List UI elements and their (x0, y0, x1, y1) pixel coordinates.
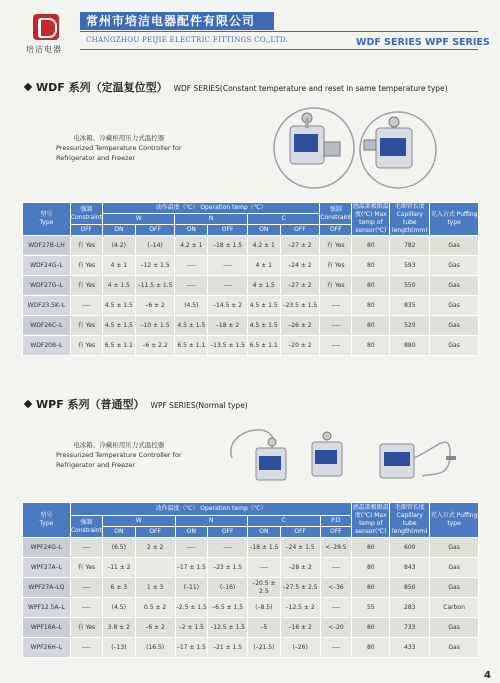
cell-constraint: 有 Yes (70, 618, 102, 638)
cell-c-off: –23.5 ± 1.5 (280, 296, 320, 316)
cell-constraint2: 有 Yes (320, 236, 352, 256)
cell-puff: Gas (430, 638, 479, 658)
cell-len: 733 (390, 618, 430, 638)
cell-c-on: –20.5 ± 2.5 (247, 578, 280, 598)
cell-c-off: –12.5 ± 2 (280, 598, 320, 618)
cell-puff: Gas (430, 558, 479, 578)
col-header-constraint: 强制 Constraint (70, 203, 102, 225)
cell-model: WDF27B–LH (23, 236, 71, 256)
cell-n-on: –17 ± 1.5 (175, 558, 208, 578)
cell-w-on: (4.5) (102, 598, 135, 618)
table-row (23, 618, 479, 638)
cell-model: WPF27A–L (23, 558, 71, 578)
cell-n-on: ---- (175, 538, 208, 558)
col-header-c: C (247, 516, 320, 527)
cell-c-off: –27 ± 2 (280, 276, 320, 296)
col-header-capillary: 毛细管长度 Capillary tube length(mm) (390, 203, 430, 236)
cell-constraint2: ---- (320, 296, 352, 316)
cell-c-off: (–26) (280, 638, 320, 658)
cell-n-on: –2 ± 1.5 (175, 618, 208, 638)
cell-max: 80 (352, 236, 390, 256)
cell-c-on: 4.2 ± 1 (247, 236, 280, 256)
table-row (23, 578, 479, 598)
cell-n-on: ---- (175, 256, 208, 276)
cell-c-on: 4.5 ± 1.5 (247, 316, 280, 336)
cell-model: WPF26H–L (23, 638, 71, 658)
cell-w-off (135, 558, 175, 578)
cell-constraint: 有 Yes (70, 558, 102, 578)
cell-puff: Gas (430, 618, 479, 638)
cell-puff: Gas (430, 538, 479, 558)
cell-c-on: ---- (247, 558, 280, 578)
cell-max: 80 (352, 256, 390, 276)
col-header-constraint-2: 强制 Constraint (320, 203, 352, 225)
cell-w-off: –6 ± 2 (135, 296, 175, 316)
cell-len: 600 (390, 538, 430, 558)
table-row (23, 296, 479, 316)
cell-w-on: 4 ± 1 (102, 256, 135, 276)
cell-w-on: 4.5 ± 1.5 (102, 296, 135, 316)
col-header-n: N (175, 214, 247, 225)
cell-pd: <–29.5 (320, 538, 352, 558)
cell-w-on: 6 ± 3 (102, 578, 135, 598)
cell-constraint: 有 Yes (70, 236, 102, 256)
cell-max: 55 (352, 598, 390, 618)
cell-len: 843 (390, 558, 430, 578)
cell-max: 80 (352, 316, 390, 336)
col-header-w: W (102, 516, 175, 527)
col-header-maxtemp: 感温部极限温度(℃) Max temp of sensor(℃) (352, 203, 389, 234)
cell-max: 80 (352, 558, 390, 578)
cell-model: WDF23.5K–L (23, 296, 71, 316)
cell-c-off: –27 ± 2 (280, 236, 320, 256)
wpf-table-body (23, 538, 479, 658)
col-header-on: ON (175, 225, 208, 236)
cell-constraint2: ---- (320, 336, 352, 356)
cell-max: 80 (352, 296, 390, 316)
col-header-puffing: 充入方式 Puffing type (430, 203, 479, 236)
cell-max: 80 (352, 638, 390, 658)
col-header-n: N (175, 516, 247, 527)
col-header-on: ON (175, 527, 208, 538)
cell-w-on: 4 ± 1.5 (102, 276, 135, 296)
cell-n-on: ---- (175, 276, 208, 296)
cell-max: 80 (352, 578, 390, 598)
cell-len: 880 (390, 336, 430, 356)
wpf-spec-table (22, 502, 479, 658)
cell-len: 550 (390, 276, 430, 296)
cell-w-on: (4.2) (102, 236, 135, 256)
table-row (23, 236, 479, 256)
col-header-on: ON (247, 225, 280, 236)
cell-c-off: –28 ± 2 (280, 558, 320, 578)
cell-constraint: ---- (70, 578, 102, 598)
cell-n-on: 4.5 ± 1.5 (175, 316, 208, 336)
cell-n-on: 4.2 ± 1 (175, 236, 208, 256)
cell-max: 80 (352, 618, 390, 638)
cell-pd: <–20 (320, 618, 352, 638)
wdf-section-title: WDF 系列（定温复位型） WDF SERIES(Constant temperature and reset in same temperature type) (25, 79, 448, 95)
wpf-section-title: WPF 系列（普通型） WPF SERIES(Normal type) (25, 396, 248, 412)
col-header-off: OFF (135, 225, 175, 236)
cell-len: 520 (390, 316, 430, 336)
wpf-product-photo (222, 418, 462, 498)
cell-n-off: ---- (208, 276, 248, 296)
cell-c-on: –18 ± 1.5 (247, 538, 280, 558)
cell-w-on: (–13) (102, 638, 135, 658)
col-header-optemp: 动作温度（℃） Operation temp（℃） (102, 203, 319, 214)
col-header-on: ON (102, 225, 135, 236)
cell-c-off: –20 ± 2 (280, 336, 320, 356)
series-title: WDF SERIES WPF SERIES (356, 37, 490, 48)
cell-w-on: (6.5) (102, 538, 135, 558)
page-header (0, 0, 500, 62)
cell-puff: Gas (430, 296, 479, 316)
cell-c-on: 4 ± 1.5 (247, 276, 280, 296)
wdf-spec-table (22, 202, 479, 356)
company-logo (33, 14, 59, 40)
col-header-on: ON (247, 527, 280, 538)
cell-c-off: –16 ± 2 (280, 618, 320, 638)
wpf-description: 电冰箱、冷藏柜用压力式温控器 Pressurized Temperature Controller for Refrigerator and Freezer (56, 441, 182, 469)
cell-n-off: –14.5 ± 2 (208, 296, 248, 316)
logo-text: 培洁电器 (26, 45, 62, 54)
table-row (23, 538, 479, 558)
cell-c-on: –5 (247, 618, 280, 638)
table-row (23, 256, 479, 276)
cell-constraint: 有 Yes (70, 276, 102, 296)
cell-constraint: ---- (70, 296, 102, 316)
cell-model: WDF20B–L (23, 336, 71, 356)
cell-n-off: (–16) (208, 578, 248, 598)
table-row (23, 336, 479, 356)
col-header-off: OFF (70, 225, 102, 236)
cell-w-off: –6 ± 2 (135, 618, 175, 638)
cell-n-off: –13.5 ± 1.5 (208, 336, 248, 356)
cell-n-off: –23 ± 1.5 (208, 558, 248, 578)
cell-c-on: 4.5 ± 1.5 (247, 296, 280, 316)
cell-n-off: –18 ± 2 (208, 316, 248, 336)
cell-constraint: ---- (70, 638, 102, 658)
cell-w-off: –11.5 ± 1.5 (135, 276, 175, 296)
cell-pd: ---- (320, 598, 352, 618)
cell-n-on: (–11) (175, 578, 208, 598)
cell-len: 782 (390, 236, 430, 256)
col-header-off: OFF (320, 527, 352, 538)
cell-pd: <–36 (320, 578, 352, 598)
col-header-pd: P.D (320, 516, 352, 527)
col-header-w: W (102, 214, 174, 225)
col-header-on: ON (102, 527, 135, 538)
cell-puff: Gas (430, 256, 479, 276)
cell-w-off: (16.5) (135, 638, 175, 658)
table-row (23, 638, 479, 658)
cell-len: 835 (390, 296, 430, 316)
cell-len: 283 (390, 598, 430, 618)
cell-n-on: –17 ± 1.5 (175, 638, 208, 658)
cell-model: WDF24G–L (23, 256, 71, 276)
col-header-model: 型号 Type (23, 503, 71, 538)
cell-n-on: 6.5 ± 1.1 (175, 336, 208, 356)
cell-w-off: (–14) (135, 236, 175, 256)
cell-model: WPF12.5A–L (23, 598, 71, 618)
cell-constraint: 有 Yes (70, 256, 102, 276)
cell-w-on: 6.5 ± 1.1 (102, 336, 135, 356)
cell-constraint: ---- (70, 538, 102, 558)
cell-w-off: –10 ± 1.5 (135, 316, 175, 336)
header-rule (80, 31, 478, 32)
company-name-en: CHANGZHOU PEIJIE ELECTRIC FITTINGS CO.,LTD. (86, 36, 289, 44)
cell-c-off: –26 ± 2 (280, 316, 320, 336)
cell-n-off: ---- (208, 256, 248, 276)
cell-len: 850 (390, 578, 430, 598)
cell-constraint: 有 Yes (70, 336, 102, 356)
cell-len: 593 (390, 256, 430, 276)
cell-w-off: –6 ± 2.2 (135, 336, 175, 356)
col-header-model: 型号 Type (23, 203, 71, 236)
cell-w-on: 4.5 ± 1.5 (102, 316, 135, 336)
cell-n-off: –6.5 ± 1.5 (208, 598, 248, 618)
cell-c-on: (–21.5) (247, 638, 280, 658)
cell-model: WPF24G–L (23, 538, 71, 558)
col-header-c: C (247, 214, 319, 225)
bullet-icon (24, 400, 32, 408)
wdf-product-photo (252, 104, 447, 194)
company-name-cn: 常州市培洁电器配件有限公司 (80, 12, 274, 30)
cell-w-off: 0.5 ± 2 (135, 598, 175, 618)
cell-w-off: 1 ± 3 (135, 578, 175, 598)
cell-w-off: –12 ± 1.5 (135, 256, 175, 276)
table-row (23, 276, 479, 296)
cell-puff: Gas (430, 336, 479, 356)
cell-constraint2: 有 Yes (320, 276, 352, 296)
cell-w-off: 2 ± 2 (135, 538, 175, 558)
header-rule-2 (80, 49, 478, 50)
cell-n-off: ---- (208, 538, 248, 558)
col-header-puffing: 充入方式 Puffing type (430, 503, 479, 538)
cell-c-off: –27.5 ± 2.5 (280, 578, 320, 598)
wdf-description: 电冰箱、冷藏柜用压力式温控器 Pressurized Temperature Controller for Refrigerator and Freezer (56, 134, 182, 162)
cell-c-on: 4 ± 1 (247, 256, 280, 276)
cell-n-off: –18 ± 1.5 (208, 236, 248, 256)
col-header-off: OFF (135, 527, 175, 538)
cell-w-on: –11 ± 2 (102, 558, 135, 578)
cell-puff: Gas (430, 236, 479, 256)
col-header-off-2: OFF (320, 225, 352, 236)
table-row (23, 316, 479, 336)
cell-constraint2: ---- (320, 316, 352, 336)
cell-constraint: ---- (70, 598, 102, 618)
page-number: 4 (484, 670, 491, 681)
cell-model: WPF16A–L (23, 618, 71, 638)
cell-pd: ---- (320, 558, 352, 578)
col-header-off: OFF (208, 225, 248, 236)
cell-constraint: 有 Yes (70, 316, 102, 336)
cell-constraint2: 有 Yes (320, 256, 352, 276)
cell-max: 80 (352, 276, 390, 296)
table-row (23, 598, 479, 618)
cell-model: WDF27G–L (23, 276, 71, 296)
cell-n-on: –2.5 ± 1.5 (175, 598, 208, 618)
cell-max: 80 (352, 538, 390, 558)
wdf-table-body (23, 236, 479, 356)
cell-c-on: (–8.5) (247, 598, 280, 618)
cell-model: WDF26C–L (23, 316, 71, 336)
bullet-icon (24, 83, 32, 91)
table-row (23, 558, 479, 578)
cell-n-on: (4.5) (175, 296, 208, 316)
cell-puff: Gas (430, 276, 479, 296)
col-header-off: OFF (208, 527, 248, 538)
col-header-off: OFF (280, 225, 320, 236)
cell-pd: ---- (320, 638, 352, 658)
cell-puff: Carbon (430, 598, 479, 618)
cell-c-on: 6.5 ± 1.1 (247, 336, 280, 356)
col-header-maxtemp: 感温部极限温度(℃) Max temp of sensor(℃) (352, 503, 390, 538)
col-header-constraint: 强制 Constraint (70, 516, 102, 538)
cell-w-on: 3.8 ± 2 (102, 618, 135, 638)
col-header-capillary: 毛细管长度 Capillary tube length(mm) (390, 503, 430, 538)
cell-len: 433 (390, 638, 430, 658)
cell-n-off: –21 ± 1.5 (208, 638, 248, 658)
col-header-optemp: 动作温度（℃） Operation temp（℃） (70, 503, 351, 516)
cell-max: 80 (352, 336, 390, 356)
cell-c-off: –24 ± 2 (280, 256, 320, 276)
col-header-off: OFF (280, 527, 320, 538)
cell-puff: Gas (430, 316, 479, 336)
cell-c-off: –24 ± 1.5 (280, 538, 320, 558)
cell-n-off: –12.5 ± 1.5 (208, 618, 248, 638)
cell-puff: Gas (430, 578, 479, 598)
cell-model: WPF27A–LQ (23, 578, 71, 598)
